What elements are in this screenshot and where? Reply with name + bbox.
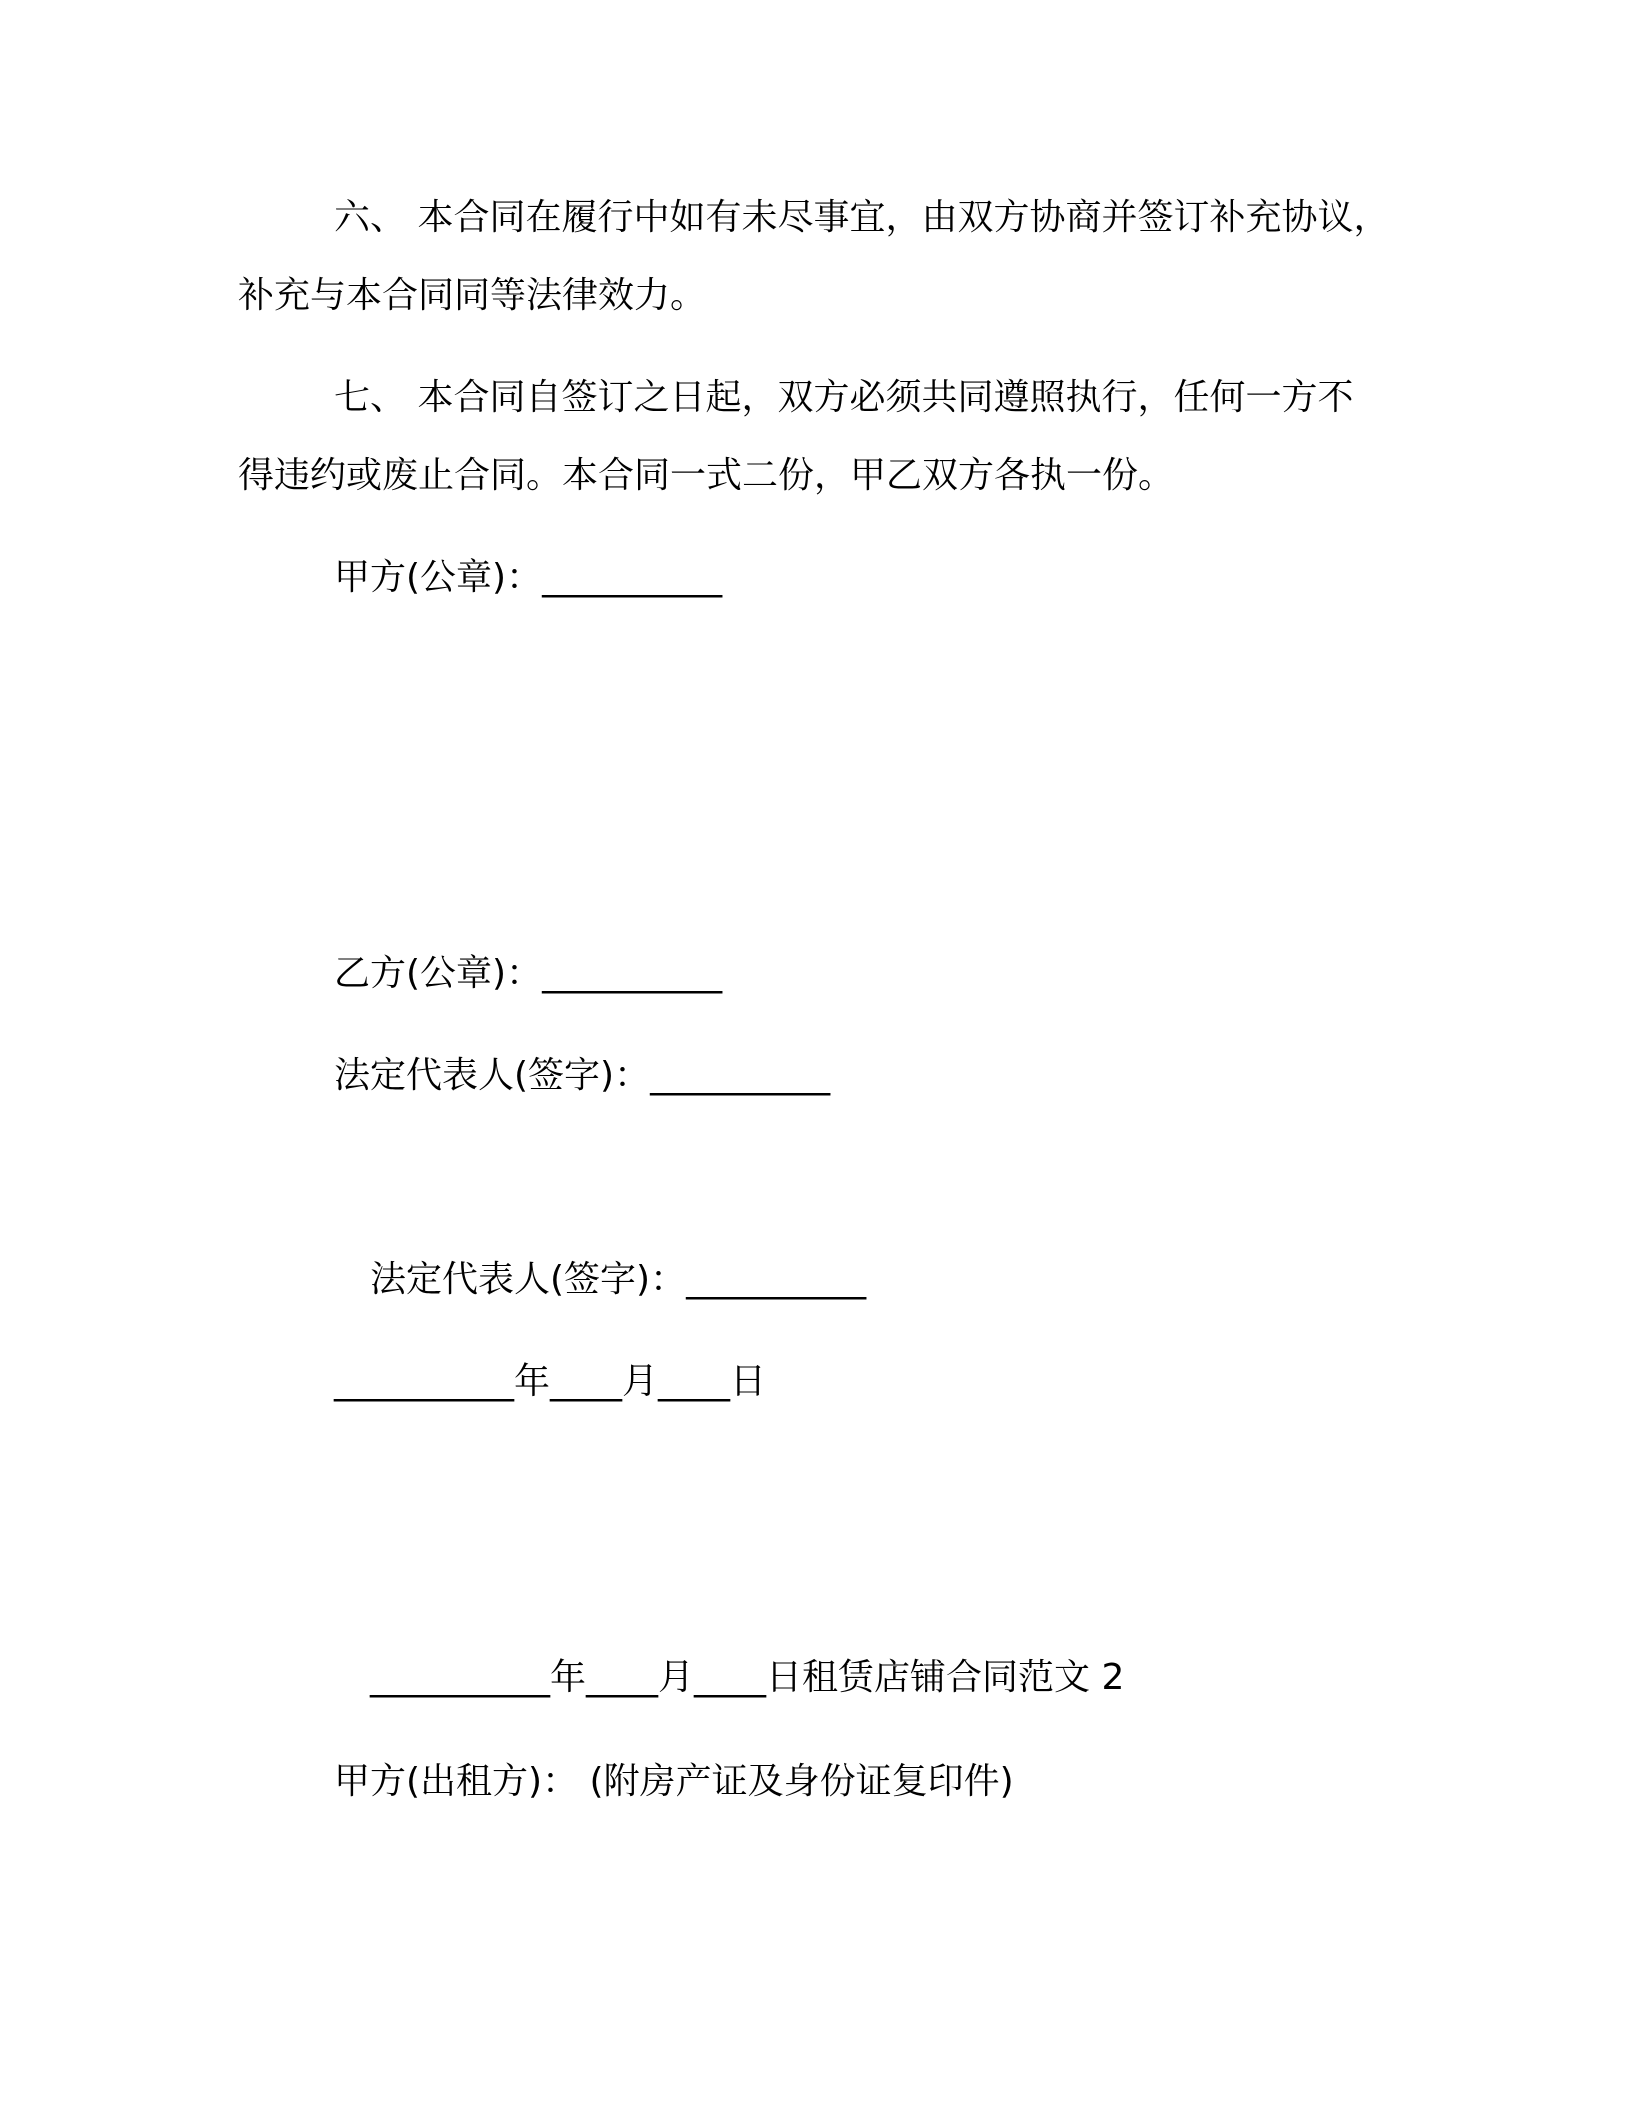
clause-7-line-2: 得违约或废止合同。本合同一式二份，甲乙双方各执一份。: [238, 455, 1175, 496]
clause-7-line-1: 七、 本合同自签订之日起，双方必须共同遵照执行，任何一方不: [334, 377, 1354, 418]
clause-6-line-1: 六、 本合同在履行中如有未尽事宜，由双方协商并签订补充协议，: [334, 197, 1390, 238]
date-line: __________年____月____日: [334, 1361, 766, 1402]
legal-representative-line-1: 法定代表人(签字)：__________: [334, 1055, 831, 1096]
date-title-line: __________年____月____日租赁店铺合同范文 2: [370, 1657, 1125, 1698]
legal-representative-line-2: 法定代表人(签字)：__________: [370, 1259, 867, 1300]
party-b-seal-line: 乙方(公章)：__________: [334, 953, 723, 994]
party-a-seal-line: 甲方(公章)：__________: [334, 557, 723, 598]
lessor-line: 甲方(出租方)： (附房产证及身份证复印件): [334, 1761, 1014, 1802]
clause-6-line-2: 补充与本合同同等法律效力。: [238, 275, 707, 316]
